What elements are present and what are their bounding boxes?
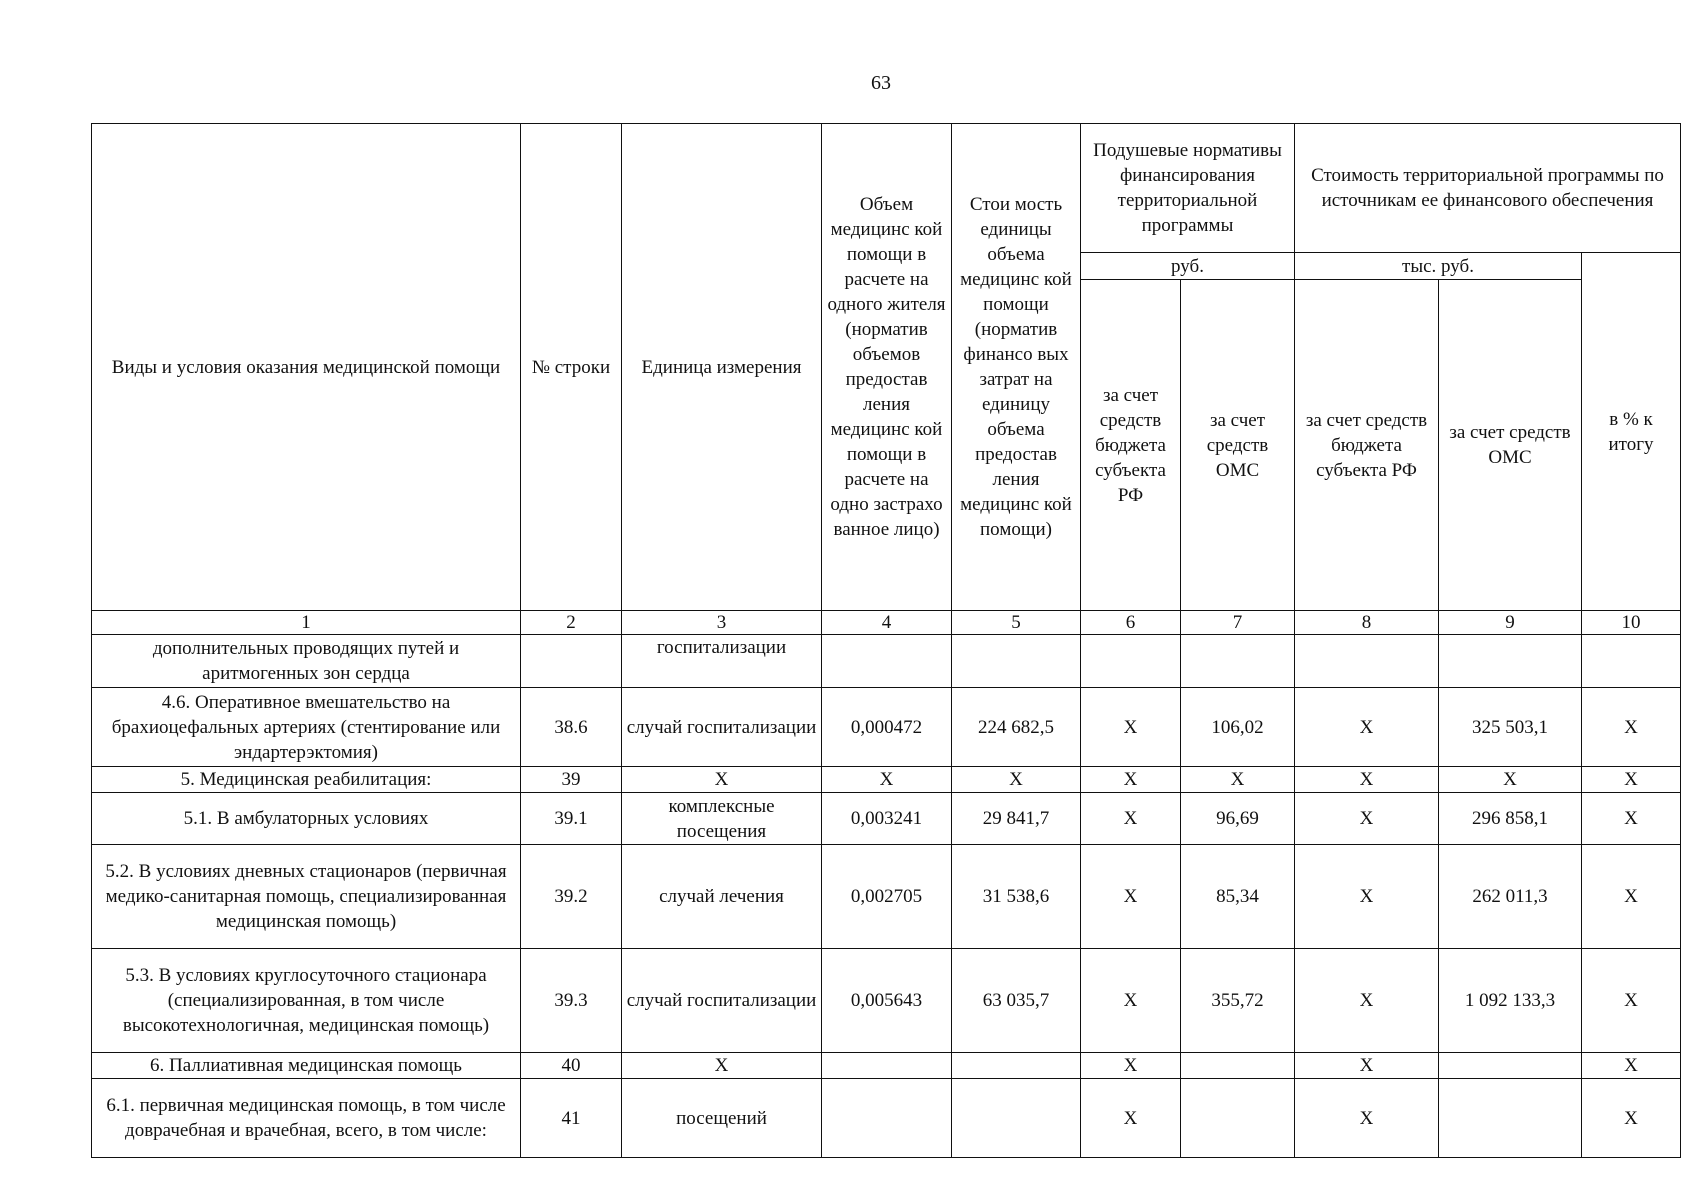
column-number: 8 xyxy=(1295,611,1439,635)
cell-normative-oms xyxy=(1181,1079,1295,1158)
column-number: 5 xyxy=(952,611,1081,635)
cell-cost-budget: Х xyxy=(1295,767,1439,793)
cell-unit-cost: 31 538,6 xyxy=(952,845,1081,949)
cell-normative-oms: 355,72 xyxy=(1181,949,1295,1053)
column-number: 3 xyxy=(622,611,822,635)
cell-cost-budget: Х xyxy=(1295,949,1439,1053)
cell-normative-budget: Х xyxy=(1081,767,1181,793)
cell-volume xyxy=(822,635,952,688)
header-normative-budget: за счет средств бюджета субъекта РФ xyxy=(1081,280,1181,611)
cell-cost-budget: Х xyxy=(1295,1053,1439,1079)
cell-normative-oms: 85,34 xyxy=(1181,845,1295,949)
cell-normative-budget: Х xyxy=(1081,845,1181,949)
cell-percent: Х xyxy=(1582,845,1681,949)
table-row xyxy=(92,688,1681,767)
table-row xyxy=(92,845,1681,949)
cell-percent: Х xyxy=(1582,1079,1681,1158)
cell-cost-oms: 296 858,1 xyxy=(1439,793,1582,845)
cell-type: 5. Медицинская реабилитация: xyxy=(92,767,521,793)
cell-normative-budget: Х xyxy=(1081,949,1181,1053)
cell-cost-oms: 325 503,1 xyxy=(1439,688,1582,767)
cell-unit: посещений xyxy=(622,1079,822,1158)
cell-type: дополнительных проводящих путей и аритмогенных зон сердца xyxy=(92,635,521,688)
cell-volume xyxy=(822,1079,952,1158)
header-unit-thousand-rub: тыс. руб. xyxy=(1295,253,1582,280)
header-unit-rub: руб. xyxy=(1081,253,1295,280)
cell-normative-oms xyxy=(1181,635,1295,688)
header-unit-cost: Стои мость единицы объема медицинс кой помощи (норматив финансо вых затрат на единицу объема предостав ления медицинс кой помощи) xyxy=(952,124,1081,611)
cell-row-number: 41 xyxy=(521,1079,622,1158)
cell-cost-budget xyxy=(1295,635,1439,688)
cell-volume xyxy=(822,1053,952,1079)
cell-volume: 0,002705 xyxy=(822,845,952,949)
table-row xyxy=(92,949,1681,1053)
cell-normative-oms: Х xyxy=(1181,767,1295,793)
column-number: 2 xyxy=(521,611,622,635)
cell-volume: 0,000472 xyxy=(822,688,952,767)
cell-cost-oms: 1 092 133,3 xyxy=(1439,949,1582,1053)
cell-unit: случай госпитализации xyxy=(622,949,822,1053)
cell-type: 5.3. В условиях круглосуточного стационара (специализированная, в том числе высокотехнологичная, медицинская помощь) xyxy=(92,949,521,1053)
cell-unit: случай лечения xyxy=(622,845,822,949)
cell-percent: Х xyxy=(1582,688,1681,767)
header-cost-oms: за счет средств ОМС xyxy=(1439,280,1582,611)
cell-unit-cost xyxy=(952,1053,1081,1079)
cell-type: 6.1. первичная медицинская помощь, в том числе доврачебная и врачебная, всего, в том числе: xyxy=(92,1079,521,1158)
cell-row-number: 39.2 xyxy=(521,845,622,949)
cell-unit: случай госпитализации xyxy=(622,688,822,767)
table-row xyxy=(92,1079,1681,1158)
column-number-row xyxy=(92,611,1681,635)
header-types-conditions: Виды и условия оказания медицинской помощи xyxy=(92,124,521,611)
table-row xyxy=(92,1053,1681,1079)
header-cost-budget: за счет средств бюджета субъекта РФ xyxy=(1295,280,1439,611)
cell-normative-budget: Х xyxy=(1081,1079,1181,1158)
table-row xyxy=(92,767,1681,793)
cell-row-number: 39 xyxy=(521,767,622,793)
cell-cost-oms xyxy=(1439,1079,1582,1158)
cell-percent xyxy=(1582,635,1681,688)
cell-row-number xyxy=(521,635,622,688)
cell-row-number: 39.1 xyxy=(521,793,622,845)
cell-unit: госпитализации xyxy=(622,635,822,688)
cell-unit-cost xyxy=(952,635,1081,688)
cell-normative-budget: Х xyxy=(1081,793,1181,845)
cell-unit-cost: 29 841,7 xyxy=(952,793,1081,845)
column-number: 6 xyxy=(1081,611,1181,635)
column-number: 7 xyxy=(1181,611,1295,635)
header-percent-of-total: в % к итогу xyxy=(1582,253,1681,611)
table-row xyxy=(92,635,1681,688)
cell-unit: Х xyxy=(622,767,822,793)
cell-unit-cost xyxy=(952,1079,1081,1158)
cell-percent: Х xyxy=(1582,793,1681,845)
cell-normative-budget xyxy=(1081,635,1181,688)
cell-volume: 0,005643 xyxy=(822,949,952,1053)
cell-unit-cost: Х xyxy=(952,767,1081,793)
cell-cost-budget: Х xyxy=(1295,688,1439,767)
cell-normative-budget: Х xyxy=(1081,1053,1181,1079)
cell-normative-oms: 96,69 xyxy=(1181,793,1295,845)
header-row-number: № строки xyxy=(521,124,622,611)
cell-cost-budget: Х xyxy=(1295,845,1439,949)
header-volume-per-capita: Объем медицинс кой помощи в расчете на одного жителя (норматив объемов предостав ления медицинс кой помощи в расчете на одно застрахо ванное лицо) xyxy=(822,124,952,611)
page-number: 63 xyxy=(871,72,891,94)
header-normative-oms: за счет средств ОМС xyxy=(1181,280,1295,611)
cell-percent: Х xyxy=(1582,1053,1681,1079)
cell-cost-oms xyxy=(1439,635,1582,688)
cell-cost-budget: Х xyxy=(1295,793,1439,845)
cell-unit: Х xyxy=(622,1053,822,1079)
financing-table xyxy=(91,123,1681,1158)
table-row xyxy=(92,793,1681,845)
column-number: 1 xyxy=(92,611,521,635)
cell-volume: 0,003241 xyxy=(822,793,952,845)
column-number: 4 xyxy=(822,611,952,635)
cell-unit-cost: 63 035,7 xyxy=(952,949,1081,1053)
header-program-cost: Стоимость территориальной программы по источникам ее финансового обеспечения xyxy=(1295,124,1681,253)
cell-unit-cost: 224 682,5 xyxy=(952,688,1081,767)
cell-normative-oms: 106,02 xyxy=(1181,688,1295,767)
cell-row-number: 38.6 xyxy=(521,688,622,767)
cell-cost-budget: Х xyxy=(1295,1079,1439,1158)
cell-unit: комплексные посещения xyxy=(622,793,822,845)
header-unit: Единица измерения xyxy=(622,124,822,611)
header-per-capita-normatives: Подушевые нормативы финансирования территориальной программы xyxy=(1081,124,1295,253)
cell-type: 6. Паллиативная медицинская помощь xyxy=(92,1053,521,1079)
cell-volume: Х xyxy=(822,767,952,793)
cell-cost-oms: Х xyxy=(1439,767,1582,793)
column-number: 9 xyxy=(1439,611,1582,635)
cell-row-number: 40 xyxy=(521,1053,622,1079)
cell-row-number: 39.3 xyxy=(521,949,622,1053)
cell-normative-oms xyxy=(1181,1053,1295,1079)
cell-type: 5.1. В амбулаторных условиях xyxy=(92,793,521,845)
cell-type: 4.6. Оперативное вмешательство на брахиоцефальных артериях (стентирование или эндартерэктомия) xyxy=(92,688,521,767)
cell-cost-oms: 262 011,3 xyxy=(1439,845,1582,949)
cell-type: 5.2. В условиях дневных стационаров (первичная медико-санитарная помощь, специализированная медицинская помощь) xyxy=(92,845,521,949)
cell-percent: Х xyxy=(1582,949,1681,1053)
column-number: 10 xyxy=(1582,611,1681,635)
cell-percent: Х xyxy=(1582,767,1681,793)
cell-cost-oms xyxy=(1439,1053,1582,1079)
cell-normative-budget: Х xyxy=(1081,688,1181,767)
